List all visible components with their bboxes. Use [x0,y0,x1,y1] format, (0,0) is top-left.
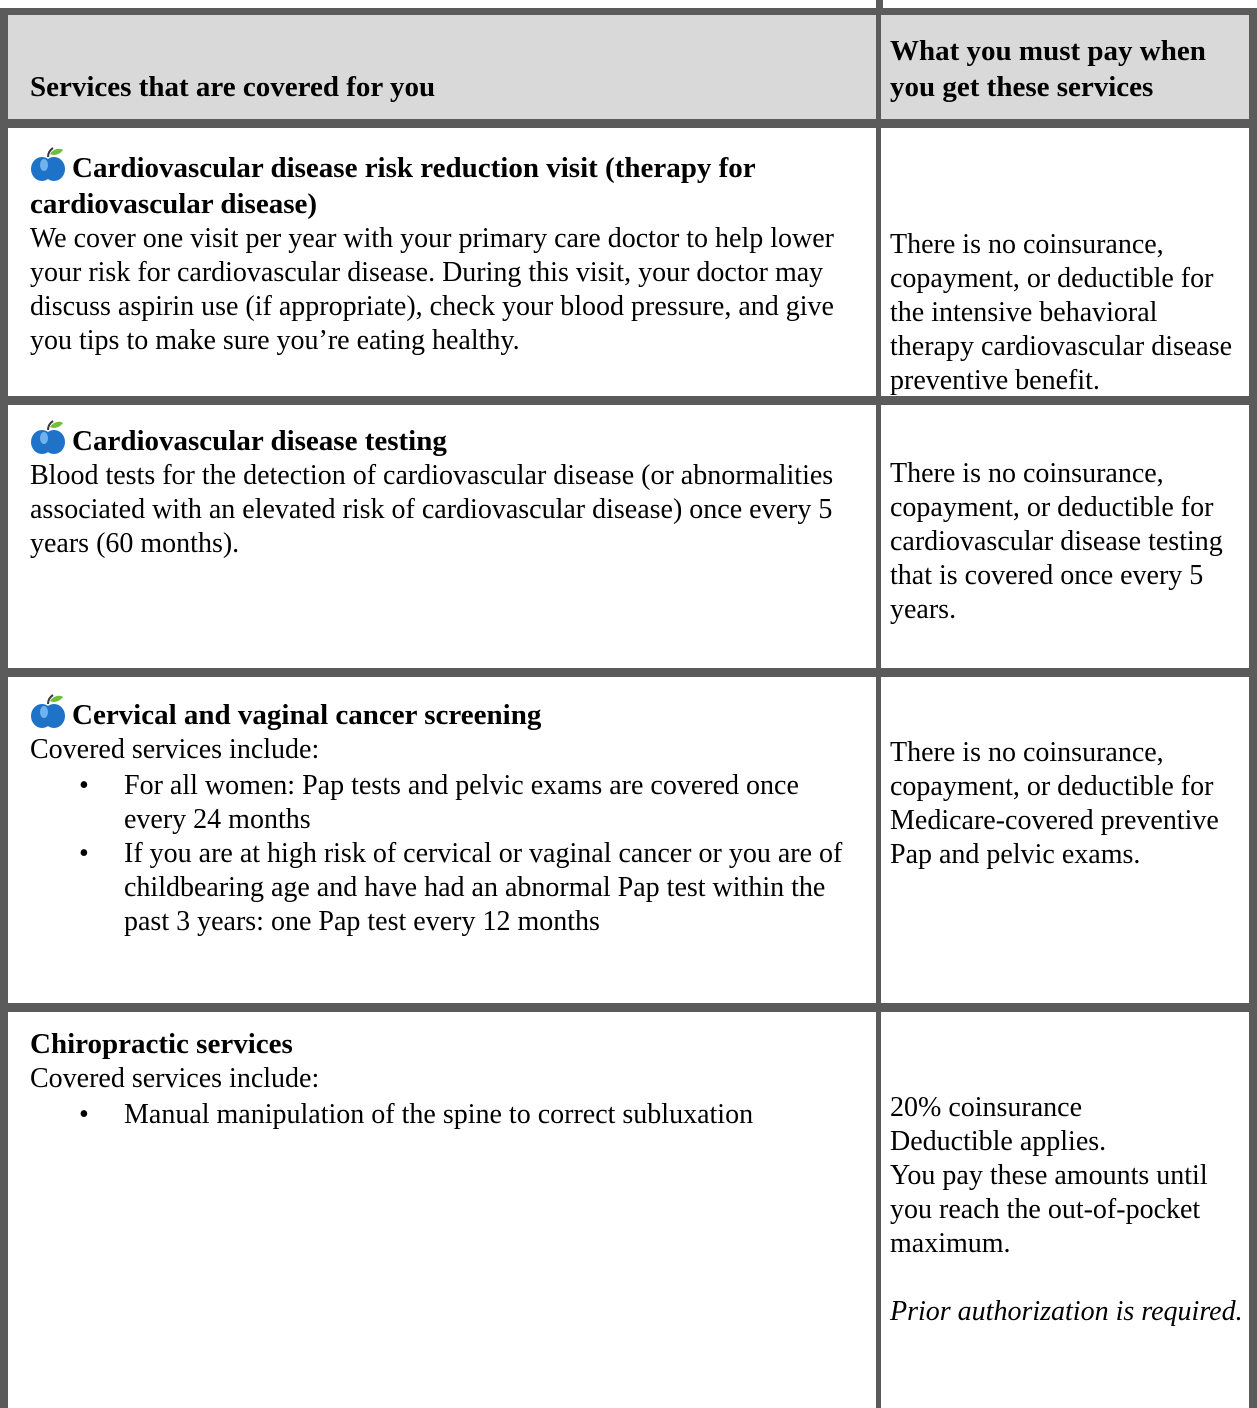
row-1-body: We cover one visit per year with your primary care doctor to help lower your risk for cardiovascular disease. During this visit, your doctor may discuss aspirin use (if appropriate), check your blood pressure, and give you tips to make sure you’re eating healthy. [30,223,835,356]
prior-authorization-note: Prior authorization is required. [890,1296,1243,1327]
row-3-title-block [30,692,865,733]
row-1-pay: There is no coinsurance, copayment, or deductible for the intensive behavioral therapy cardiovascular disease preventive benefit. [890,229,1233,396]
table-top-border [0,8,1257,15]
list-item: • Manual manipulation of the spine to correct subluxation [124,1098,865,1132]
row-1-title: Cardiovascular disease risk reduction visit (therapy for cardiovascular disease) [30,152,756,220]
row-1-title-block [30,145,865,222]
header-services-label: Services that are covered for you [30,71,436,103]
row-3-intro: Covered services include: [30,734,320,765]
row-2-title-block [30,418,865,459]
row-separator [0,668,1257,677]
apple-icon [30,692,66,730]
table-right-border [1249,8,1257,1408]
pay-spacer [890,1261,1246,1295]
pay-line: 20% coinsurance [890,1092,1083,1123]
row-separator [0,119,1257,128]
row-4-services [30,1026,865,1132]
row-separator [0,396,1257,405]
row-2-pay: There is no coinsurance, copayment, or deductible for cardiovascular disease testing that is covered once every 5 years. [890,458,1223,625]
table-left-border [0,8,8,1408]
apple-icon [30,145,66,183]
list-item: • For all women: Pap tests and pelvic exams are covered once every 24 months [124,769,865,837]
row-2-title: Cardiovascular disease testing [72,425,447,457]
header-pay-label: What you must pay when you get these services [890,35,1206,103]
row-separator [0,1003,1257,1012]
row-1-services [30,145,865,358]
pay-line: You pay these amounts until you reach the out-of-pocket maximum. [890,1160,1208,1259]
row-2-services [30,418,865,561]
column-divider [876,8,881,1408]
row-3-services [30,692,865,939]
pay-line: Deductible applies. [890,1126,1107,1157]
row-3-pay: There is no coinsurance, copayment, or deductible for Medicare-covered preventive Pap and pelvic exams. [890,737,1219,870]
row-4-bullet-list [30,1098,865,1132]
row-4-pay [890,1091,1246,1329]
row-3-title: Cervical and vaginal cancer screening [72,699,542,731]
list-item: • If you are at high risk of cervical or vaginal cancer or you are of childbearing age and have had an abnormal Pap test within the past 3 years: one Pap test every 12 months [124,837,865,939]
row-2-body: Blood tests for the detection of cardiovascular disease (or abnormalities associated with an elevated risk of cardiovascular disease) once every 5 years (60 months). [30,460,834,559]
row-4-intro: Covered services include: [30,1063,320,1094]
row-4-title: Chiropractic services [30,1028,293,1060]
row-3-bullet-list [30,769,865,939]
apple-icon [30,418,66,456]
